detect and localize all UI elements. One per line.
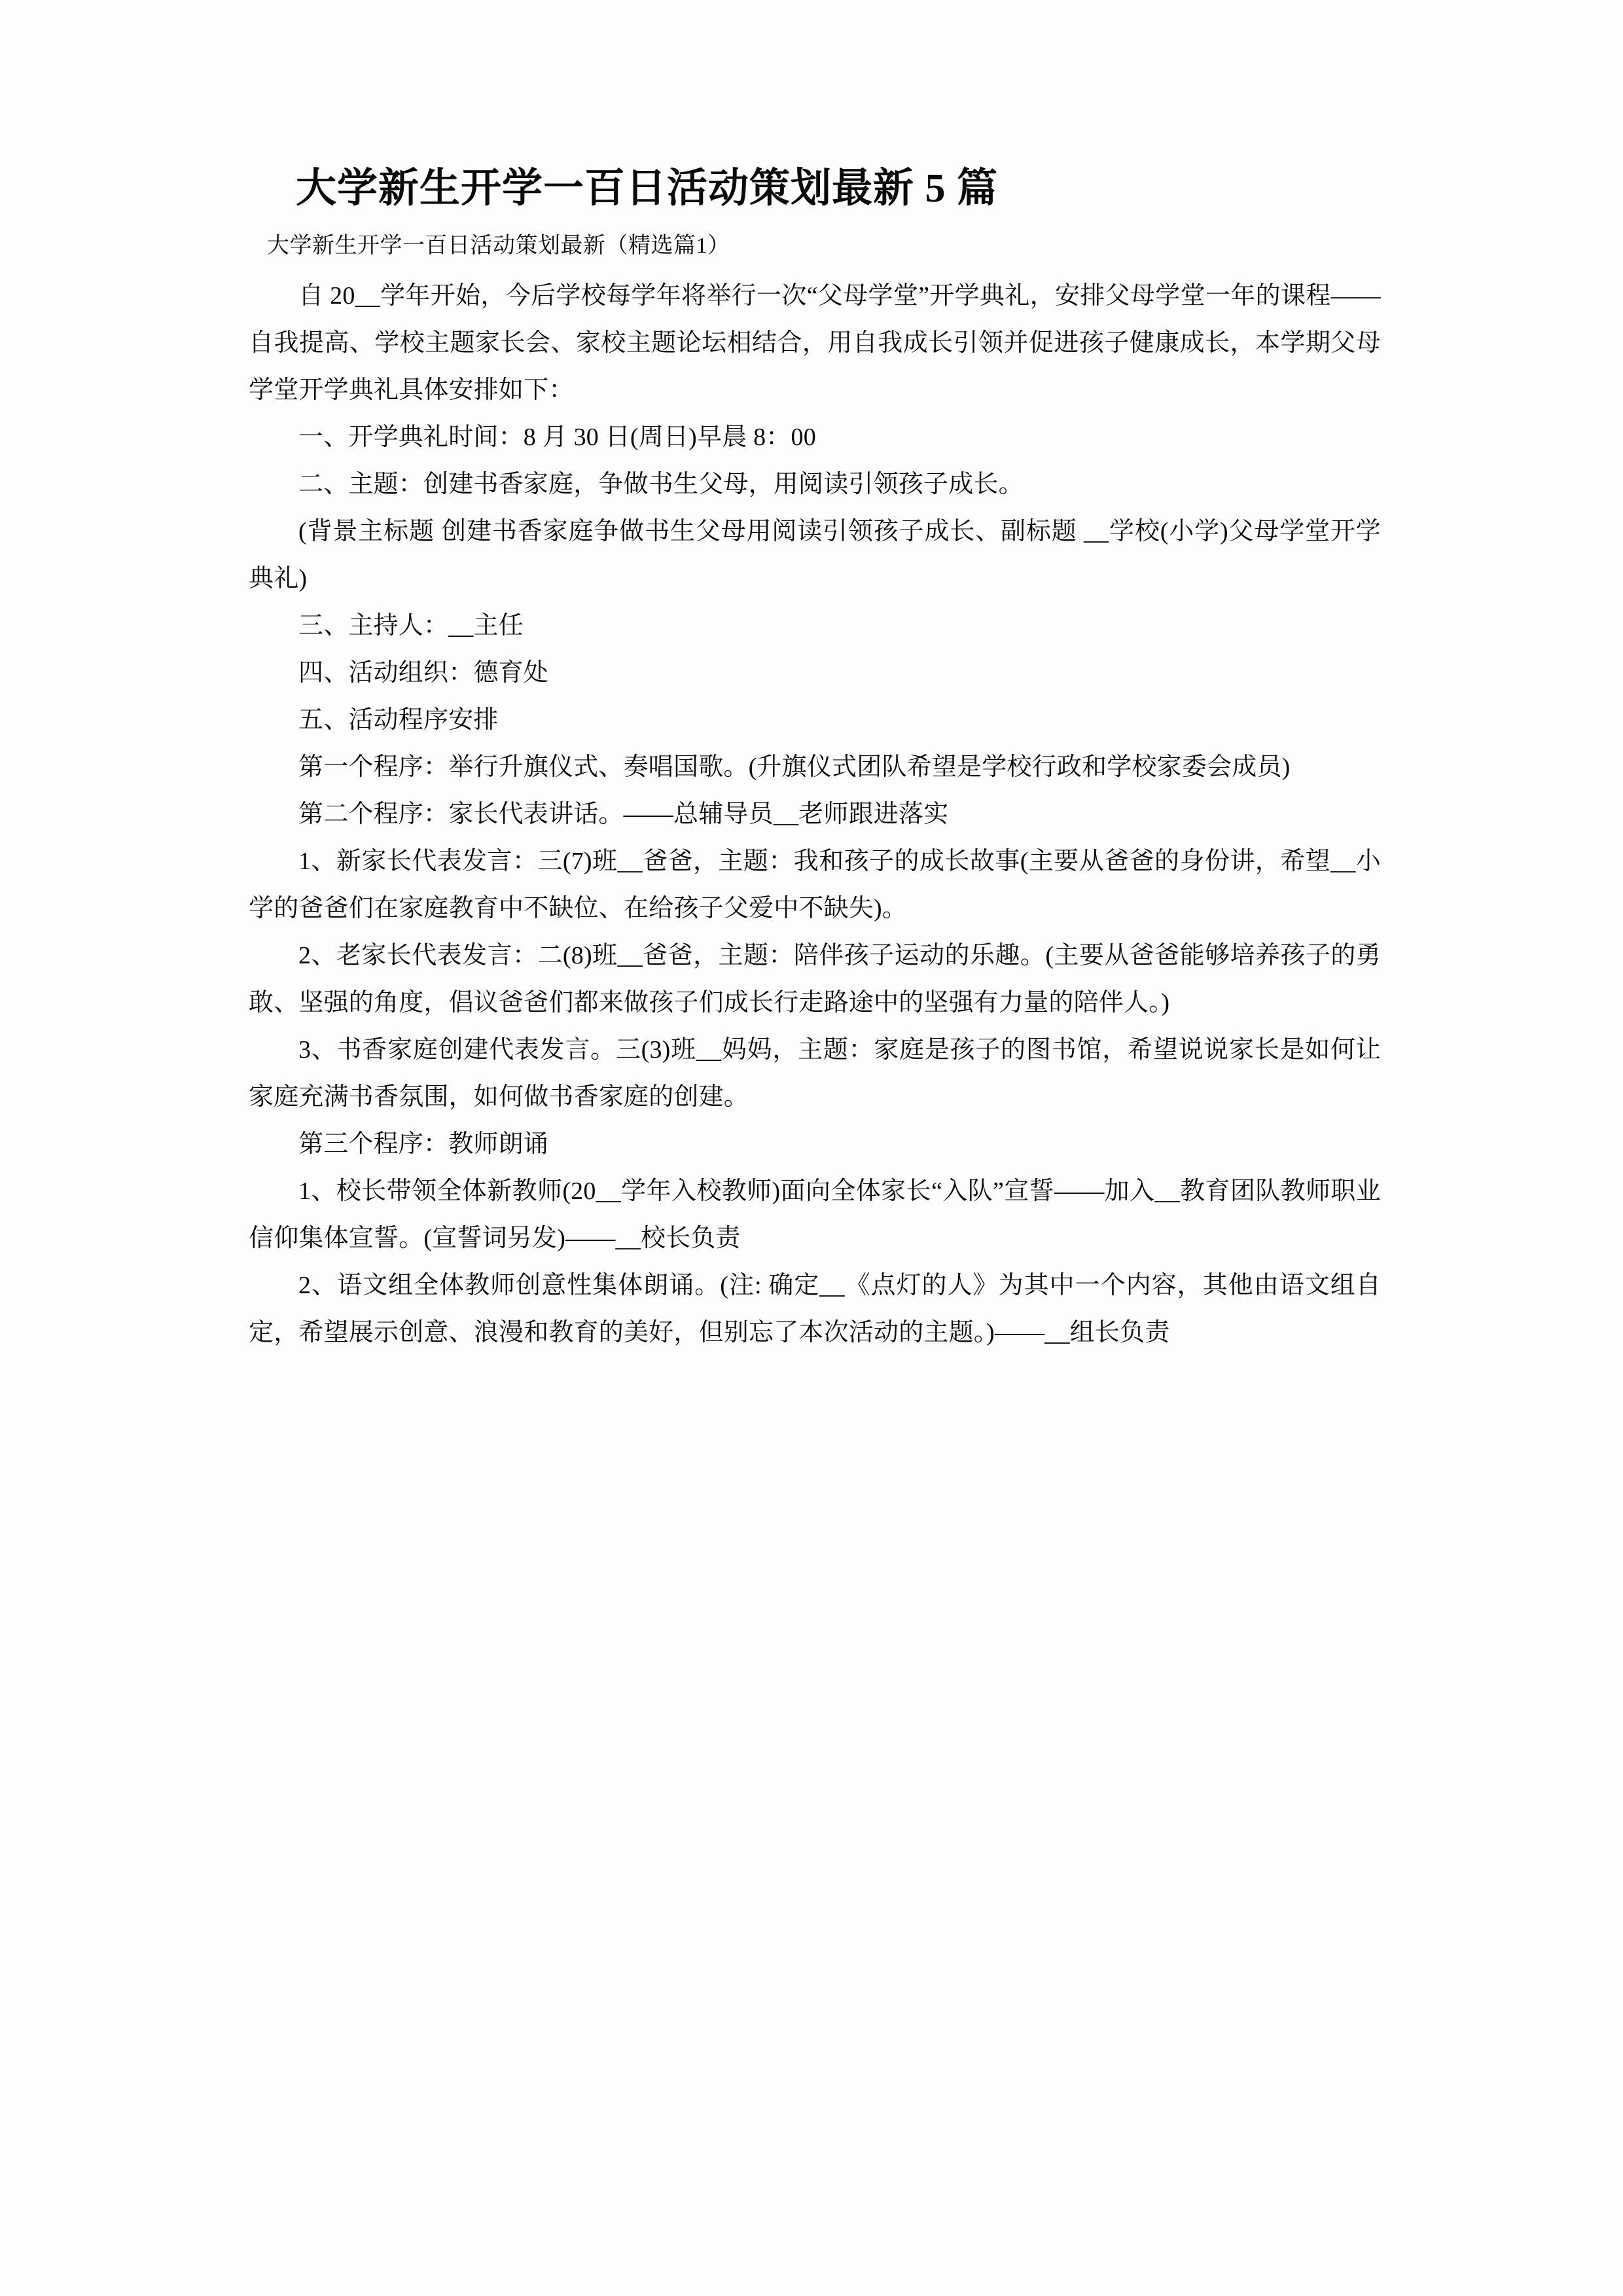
body-paragraph: 第一个程序：举行升旗仪式、奏唱国歌。(升旗仪式团队希望是学校行政和学校家委会成员) [298, 753, 1291, 781]
page-title: 大学新生开学一百日活动策划最新 5 篇 [296, 166, 999, 211]
body-paragraph: 1、校长带领全体新教师(20__学年入校教师)面向全体家长“入队”宣誓——加入__教育团队教师职业信仰集体宣誓。(宣誓词另发)——__校长负责 [249, 1177, 1381, 1253]
body-paragraph: 二、主题：创建书香家庭，争做书生父母，用阅读引领孩子成长。 [298, 471, 1024, 499]
body-paragraph: 1、新家长代表发言：三(7)班__爸爸，主题：我和孩子的成长故事(主要从爸爸的身份讲，希望__小学的爸爸们在家庭教育中不缺位、在给孩子父爱中不缺失)。 [249, 848, 1381, 923]
body-paragraph: 五、活动程序安排 [298, 706, 499, 734]
body-paragraph: 2、语文组全体教师创意性集体朗诵。(注: 确定__《点灯的人》为其中一个内容，其他由语文组自定，希望展示创意、浪漫和教育的美好，但别忘了本次活动的主题。)——__组长负责 [249, 1272, 1381, 1347]
body-paragraph: 第三个程序：教师朗诵 [298, 1130, 549, 1158]
body-paragraph: (背景主标题 创建书香家庭争做书生父母用阅读引领孩子成长、副标题 __学校(小学)父母学堂开学典礼) [249, 518, 1381, 593]
body-paragraph: 一、开学典礼时间：8 月 30 日(周日)早晨 8：00 [298, 423, 816, 452]
document-subtitle: 大学新生开学一百日活动策划最新（精选篇1） [267, 233, 730, 258]
body-paragraph: 2、老家长代表发言：二(8)班__爸爸，主题：陪伴孩子运动的乐趣。(主要从爸爸能够培养孩子的勇敢、坚强的角度，倡议爸爸们都来做孩子们成长行走路途中的坚强有力量的陪伴人。) [249, 942, 1381, 1017]
document-content [249, 164, 1381, 1356]
body-paragraph: 四、活动组织：德育处 [298, 659, 549, 687]
body-paragraph: 自 20__学年开始，今后学校每学年将举行一次“父母学堂”开学典礼，安排父母学堂一年的课程——自我提高、学校主题家长会、家校主题论坛相结合，用自我成长引领并促进孩子健康成长，本学期父母学堂开学典礼具体安排如下： [249, 282, 1381, 404]
body-paragraph: 3、书香家庭创建代表发言。三(3)班__妈妈，主题：家庭是孩子的图书馆，希望说说家长是如何让家庭充满书香氛围，如何做书香家庭的创建。 [249, 1036, 1381, 1111]
body-paragraph: 三、主持人：__主任 [298, 612, 524, 640]
body-paragraph: 第二个程序：家长代表讲话。——总辅导员__老师跟进落实 [298, 800, 949, 829]
